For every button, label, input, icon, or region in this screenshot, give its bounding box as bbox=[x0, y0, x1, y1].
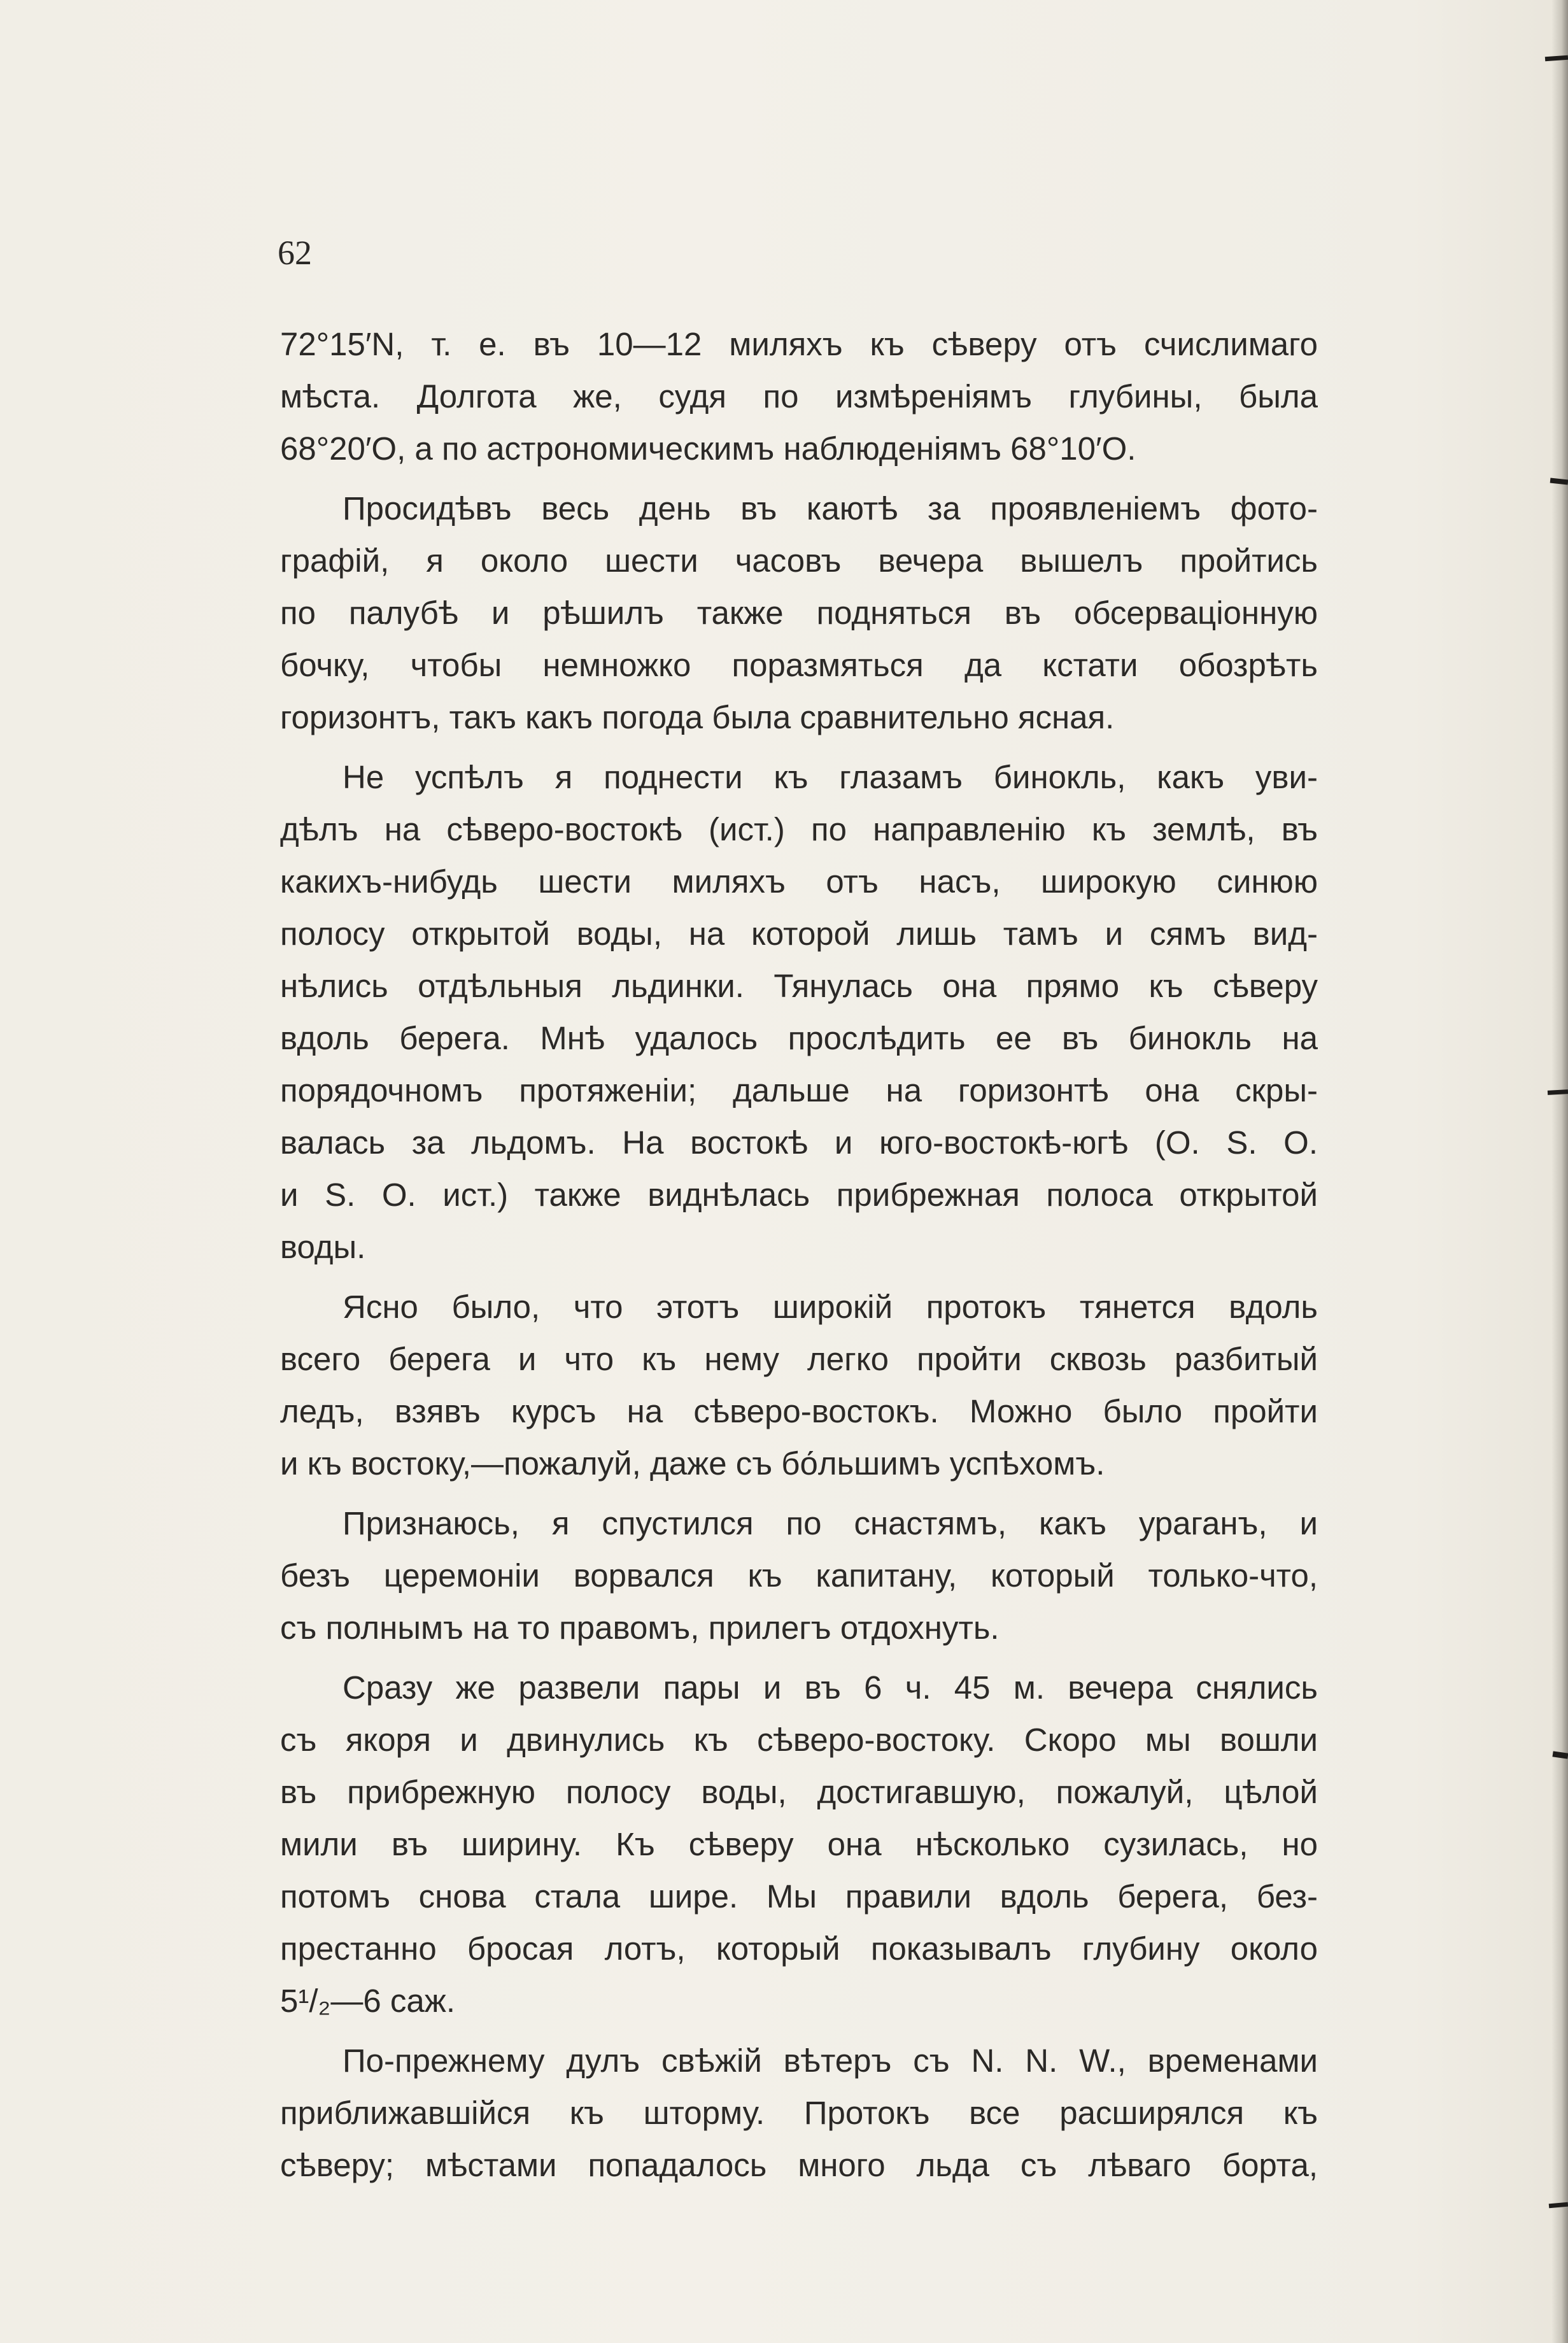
text-line: Сразу же развели пары и въ 6 ч. 45 м. вечера снялись bbox=[343, 1669, 1318, 1706]
text-line: безъ церемоніи ворвался къ капитану, который только-что, bbox=[280, 1557, 1318, 1594]
page-edge-shadow bbox=[1551, 0, 1568, 2343]
text-line: вдоль берега. Мнѣ удалось прослѣдить ее въ бинокль на bbox=[280, 1020, 1318, 1056]
text-line: мили въ ширину. Къ сѣверу она нѣсколько сузилась, но bbox=[280, 1826, 1318, 1862]
text-line: Признаюсь, я спустился по снастямъ, какъ ураганъ, и bbox=[343, 1505, 1318, 1541]
paragraph-6 bbox=[280, 1662, 1318, 2027]
text-line: воды. bbox=[280, 1229, 366, 1265]
text-line: бочку, чтобы немножко поразмяться да кстати обозрѣть bbox=[280, 647, 1318, 683]
text-line: приближавшійся къ шторму. Протокъ все расширялся къ bbox=[280, 2095, 1318, 2131]
text-line: мѣста. Долгота же, судя по измѣреніямъ глубины, была bbox=[280, 378, 1318, 414]
text-line: порядочномъ протяженіи; дальше на горизонтѣ она скры- bbox=[280, 1072, 1318, 1108]
text-line: съ полнымъ на то правомъ, прилегъ отдохнуть. bbox=[280, 1610, 999, 1646]
text-line: полосу открытой воды, на которой лишь тамъ и сямъ вид- bbox=[280, 916, 1318, 952]
text-line: горизонтъ, такъ какъ погода была сравнительно ясная. bbox=[280, 699, 1115, 735]
paragraph-1 bbox=[280, 318, 1318, 475]
text-line: Ясно было, что этотъ широкій протокъ тянется вдоль bbox=[343, 1289, 1318, 1325]
text-line: Просидѣвъ весь день въ каютѣ за проявленіемъ фото- bbox=[343, 490, 1318, 527]
text-line: въ прибрежную полосу воды, достигавшую, пожалуй, цѣлой bbox=[280, 1774, 1318, 1810]
text-line: Не успѣлъ я поднести къ глазамъ бинокль, какъ уви- bbox=[343, 759, 1318, 795]
text-line: валась за льдомъ. На востокѣ и юго-востокѣ-югѣ (О. S. О. bbox=[280, 1124, 1318, 1161]
paragraph-4 bbox=[280, 1281, 1318, 1490]
text-line: потомъ снова стала шире. Мы правили вдоль берега, без- bbox=[280, 1878, 1318, 1915]
text-line: сѣверу; мѣстами попадалось много льда съ лѣваго борта, bbox=[280, 2147, 1318, 2183]
text-line: 5¹/₂—6 саж. bbox=[280, 1983, 455, 2019]
text-line: съ якоря и двинулись къ сѣверо-востоку. Скоро мы вошли bbox=[280, 1722, 1318, 1758]
page-number: 62 bbox=[278, 234, 312, 272]
paragraph-3 bbox=[280, 751, 1318, 1273]
text-line: 72°15′N, т. е. въ 10—12 миляхъ къ сѣверу отъ счислимаго bbox=[280, 326, 1318, 362]
text-line: всего берега и что къ нему легко пройти сквозь разбитый bbox=[280, 1341, 1318, 1377]
text-line: по палубѣ и рѣшилъ также подняться въ обсерваціонную bbox=[280, 595, 1318, 631]
text-line: дѣлъ на сѣверо-востокѣ (ист.) по направленію къ землѣ, въ bbox=[280, 811, 1318, 847]
text-body bbox=[280, 318, 1318, 2199]
text-line: и къ востоку,—пожалуй, даже съ бо́льшимъ успѣхомъ. bbox=[280, 1445, 1105, 1482]
paragraph-5 bbox=[280, 1497, 1318, 1654]
text-line: нѣлись отдѣльныя льдинки. Тянулась она прямо къ сѣверу bbox=[280, 968, 1318, 1004]
text-line: По-прежнему дулъ свѣжій вѣтеръ съ N. N. W., временами bbox=[343, 2042, 1318, 2079]
paragraph-7 bbox=[280, 2035, 1318, 2191]
text-line: 68°20′О, а по астрономическимъ наблюденіямъ 68°10′О. bbox=[280, 430, 1136, 467]
text-line: престанно бросая лотъ, который показывалъ глубину около bbox=[280, 1930, 1318, 1967]
text-line: графій, я около шести часовъ вечера вышелъ пройтись bbox=[280, 542, 1318, 579]
text-line: и S. О. ист.) также виднѣлась прибрежная полоса открытой bbox=[280, 1177, 1318, 1213]
text-line: ледъ, взявъ курсъ на сѣверо-востокъ. Можно было пройти bbox=[280, 1393, 1318, 1429]
text-line: какихъ-нибудь шести миляхъ отъ насъ, широкую синюю bbox=[280, 863, 1318, 900]
paragraph-2 bbox=[280, 483, 1318, 744]
